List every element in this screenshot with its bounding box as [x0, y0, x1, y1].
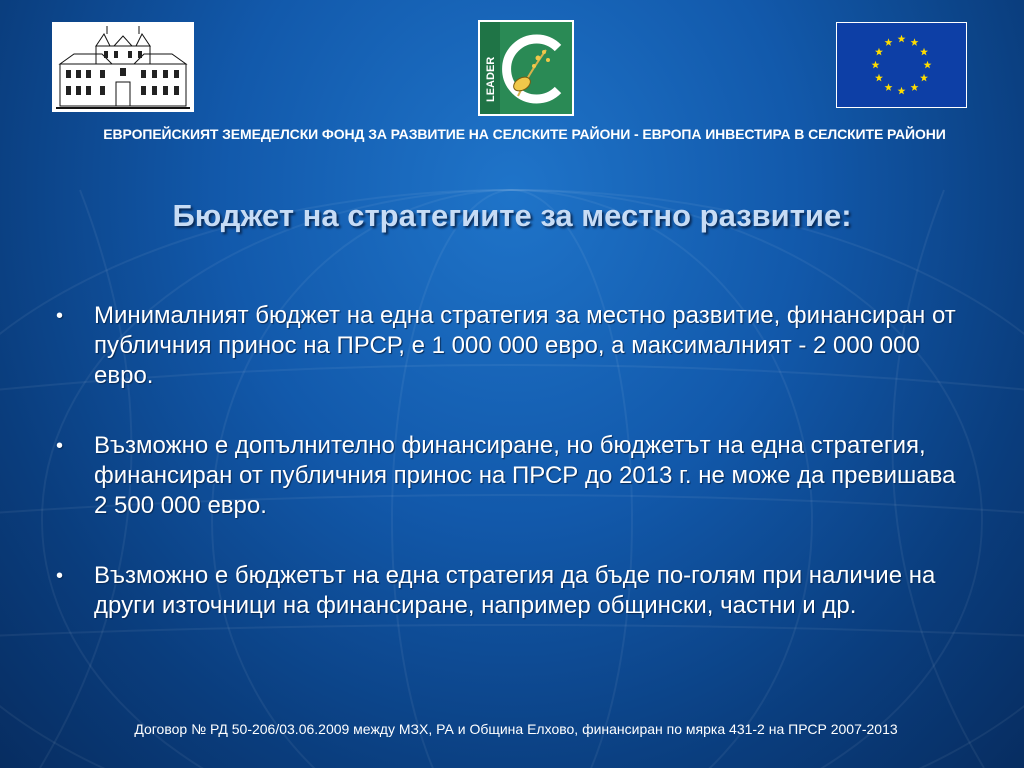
- eu-flag-logo: [836, 22, 967, 108]
- contract-footer: Договор № РД 50-206/03.06.2009 между МЗХ, РА и Община Елхово, финансиран по мярка 431-2 на ПРСР 2007-2013: [134, 721, 898, 737]
- bullet-item-other-sources: [56, 561, 966, 621]
- bullet-item-additional-funding: [56, 431, 966, 521]
- bullet-dot-icon: •: [56, 435, 64, 457]
- building-icon: [52, 22, 194, 112]
- bullet-list: [56, 301, 966, 661]
- bullet-dot-icon: •: [56, 305, 64, 327]
- leader-logo: [478, 20, 574, 116]
- municipality-building-logo: [52, 22, 194, 112]
- bullet-text: Минималният бюджет на една стратегия за местно развитие, финансиран от публичния принос на ПРСР, е 1 000 000 евро, а максималният - 2 000 000 евро.: [94, 302, 956, 389]
- bullet-dot-icon: •: [56, 565, 64, 587]
- eu-stars-icon: [837, 23, 966, 107]
- leader-flower-icon: [478, 20, 574, 116]
- bullet-item-min-max-budget: [56, 301, 966, 391]
- leader-text: LEADER: [485, 56, 497, 102]
- bullet-text: Възможно е допълнително финансиране, но бюджетът на една стратегия, финансиран от публичния принос на ПРСР до 2013 г. не може да превишава 2 500 000 евро.: [94, 432, 956, 519]
- slide-title: Бюджет на стратегиите за местно развитие:: [172, 198, 852, 233]
- program-subtitle: ЕВРОПЕЙСКИЯТ ЗЕМЕДЕЛСКИ ФОНД ЗА РАЗВИТИЕ НА СЕЛСКИТЕ РАЙОНИ - ЕВРОПА ИНВЕСТИРА В СЕЛСКИТЕ РАЙОНИ: [103, 126, 946, 142]
- bullet-text: Възможно е бюджетът на една стратегия да бъде по-голям при наличие на други източници на финансиране, например общински, частни и др.: [94, 562, 936, 619]
